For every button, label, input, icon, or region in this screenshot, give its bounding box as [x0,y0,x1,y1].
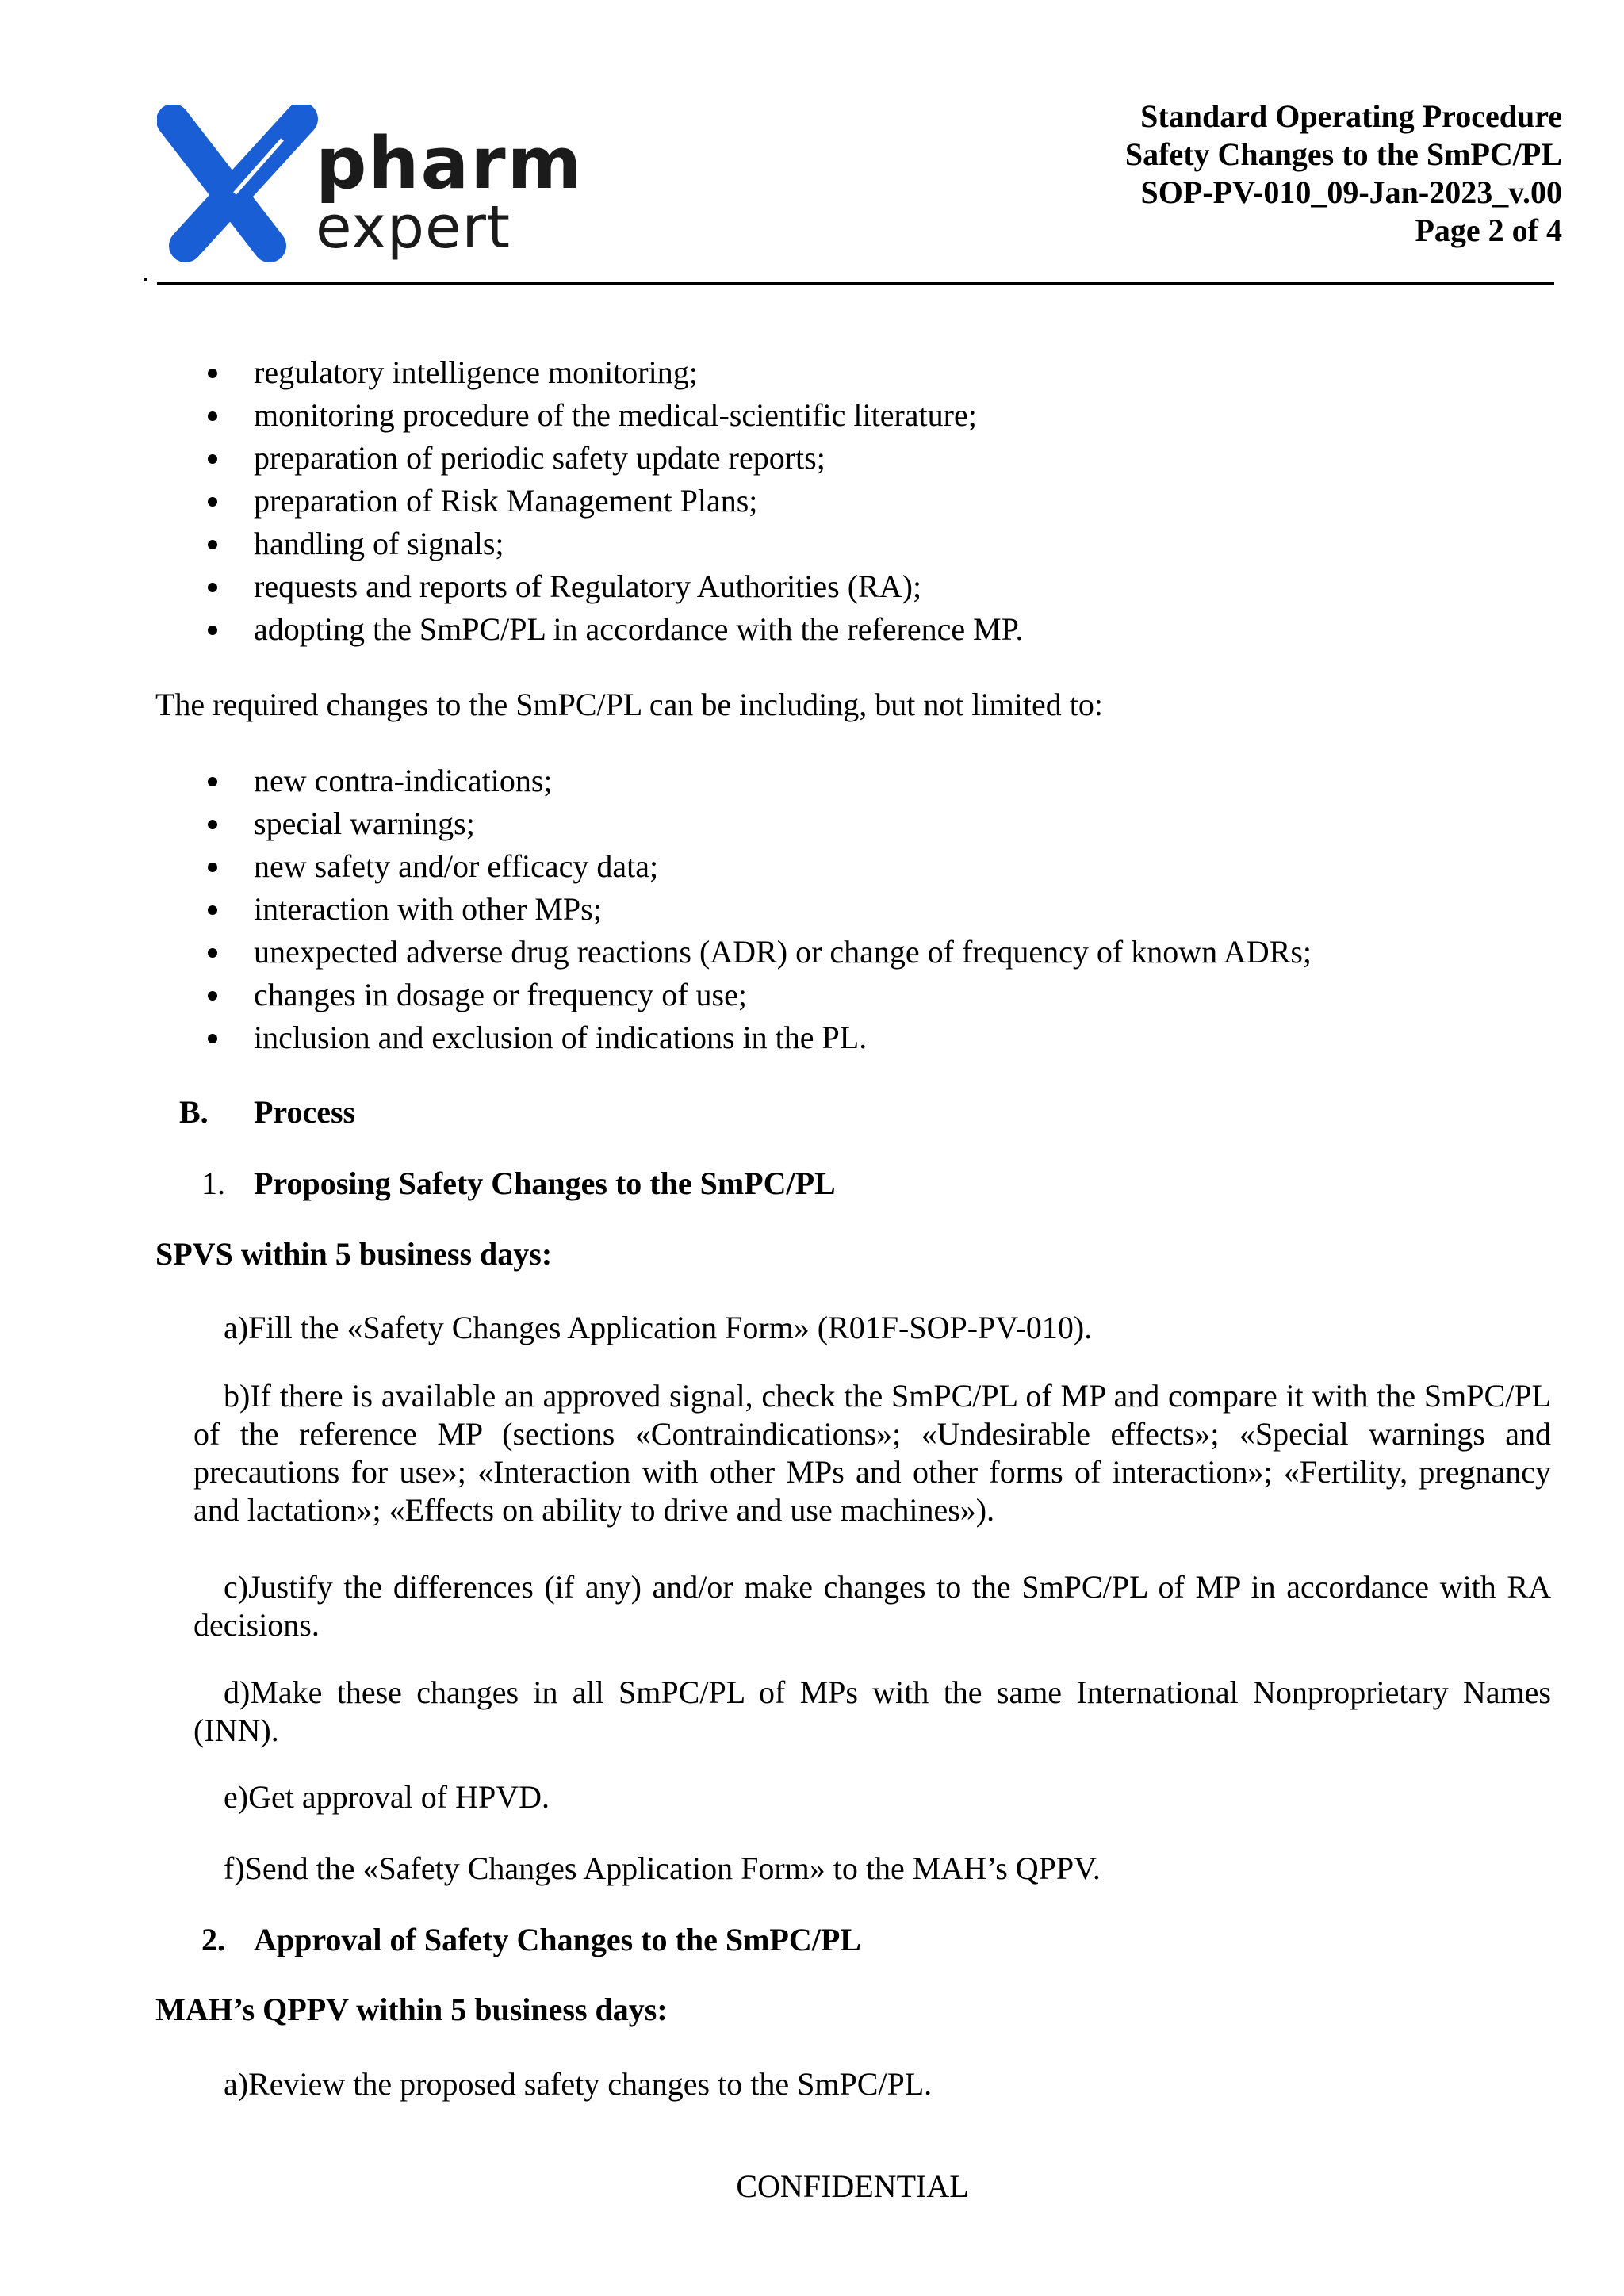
step-item [193,1377,1551,1529]
step-text: Fill the «Safety Changes Application Form» (R01F-SOP-PV-010). [248,1310,1093,1345]
logo-text-expert: expert [316,193,511,262]
step-text: If there is available an approved signal, check the SmPC/PL of MP and compare it with the SmPC/PL of the reference MP (sections «Contraindications»; «Undesirable effects»; «Special warnings and precautions for use»; «Interaction with other MPs and other forms of interaction»; «Fertility, pregnancy and lactation»; «Effects on ability to drive and use machines»). [193,1378,1551,1528]
list-item: changes in dosage or frequency of use; [205,974,1312,1016]
step-text: Review the proposed safety changes to the SmPC/PL. [248,2066,933,2102]
step-letter: a) [224,2066,249,2102]
header-doc-type: Standard Operating Procedure [1140,98,1562,134]
step-text: Justify the differences (if any) and/or make changes to the SmPC/PL of MP in accordance with RA decisions. [193,1569,1551,1643]
subsection-title: Approval of Safety Changes to the SmPC/PL [254,1922,861,1957]
list-item: requests and reports of Regulatory Authorities (RA); [205,565,1024,608]
activities-list [205,351,1024,651]
logo-x-mark [173,119,301,246]
list-item: adopting the SmPC/PL in accordance with the reference MP. [205,608,1024,651]
step-letter: e) [224,1779,249,1815]
subsection-number: 2. [201,1922,225,1957]
step-letter: a) [224,1310,249,1345]
list-item: preparation of Risk Management Plans; [205,480,1024,522]
list-item: special warnings; [205,802,1312,845]
step-letter: d) [224,1674,251,1710]
subsection-number: 1. [201,1165,225,1201]
role-heading: MAH’s QPPV within 5 business days: [155,1992,668,2027]
header-page-number: Page 2 of 4 [1415,212,1562,248]
step-item [193,1778,1551,1816]
list-item: inclusion and exclusion of indications in the PL. [205,1016,1312,1059]
role-heading: SPVS within 5 business days: [155,1236,553,1272]
step-letter: c) [224,1569,249,1605]
confidential-footer: CONFIDENTIAL [736,2168,969,2204]
list-item: new contra-indications; [205,760,1312,802]
document-header [1125,98,1562,250]
step-item [193,1568,1551,1644]
list-item: unexpected adverse drug reactions (ADR) or change of frequency of known ADRs; [205,931,1312,974]
logo-text-pharm: pharm [316,122,584,205]
step-item [193,1309,1551,1347]
step-text: Make these changes in all SmPC/PL of MPs with the same International Nonproprietary Names (INN). [193,1674,1551,1748]
list-item: regulatory intelligence monitoring; [205,351,1024,394]
list-item: preparation of periodic safety update reports; [205,437,1024,480]
list-item: monitoring procedure of the medical-scientific literature; [205,394,1024,437]
header-divider [157,282,1554,285]
step-letter: b) [224,1378,251,1414]
changes-intro: The required changes to the SmPC/PL can be including, but not limited to: [155,687,1103,722]
subsection-title: Proposing Safety Changes to the SmPC/PL [254,1165,836,1201]
header-doc-code: SOP-PV-010_09-Jan-2023_v.00 [1140,174,1562,210]
step-letter: f) [224,1850,245,1886]
step-item [193,2065,1551,2103]
list-item: interaction with other MPs; [205,888,1312,931]
list-item: new safety and/or efficacy data; [205,845,1312,888]
section-letter: B. [179,1094,209,1130]
section-title: Process [254,1094,356,1130]
step-text: Send the «Safety Changes Application Form» to the MAH’s QPPV. [244,1850,1101,1886]
step-item [193,1674,1551,1750]
step-text: Get approval of HPVD. [248,1779,550,1815]
changes-list [205,760,1312,1059]
step-item [193,1850,1551,1888]
list-item: handling of signals; [205,522,1024,565]
header-doc-title: Safety Changes to the SmPC/PL [1124,136,1562,172]
header-dot [144,278,147,281]
